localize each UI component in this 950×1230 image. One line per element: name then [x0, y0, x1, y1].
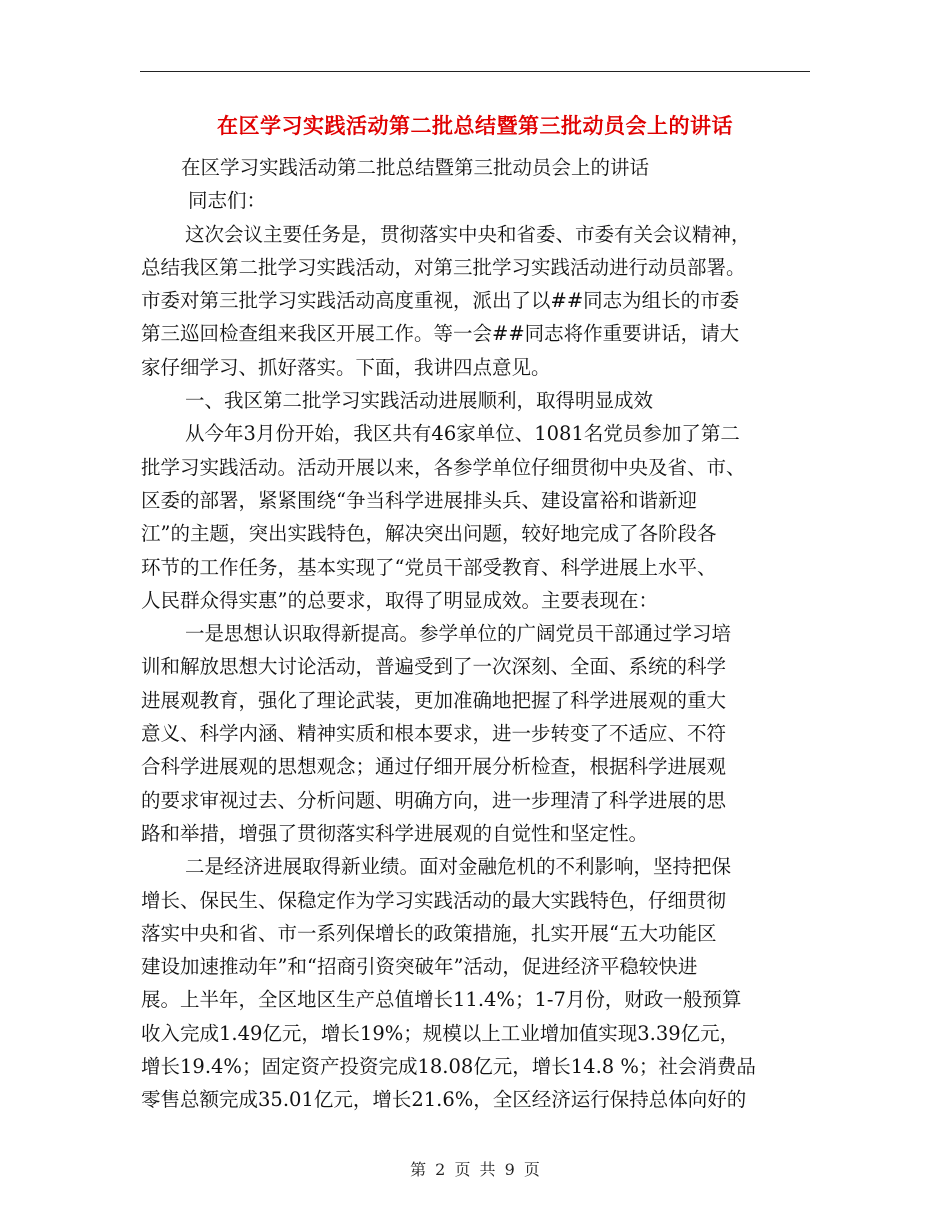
text-line: 家仔细学习、抓好落实。下面，我讲四点意见。	[141, 355, 551, 379]
header-rule	[140, 71, 810, 72]
text-line: 人民群众得实惠”的总要求，取得了明显成效。主要表现在：	[141, 588, 658, 612]
text-line: 合科学进展观的思想观念；通过仔细开展分析检查，根据科学进展观	[141, 755, 727, 779]
text-line: 同志们：	[188, 189, 267, 213]
text-line: 一、我区第二批学习实践活动进展顺利，取得明显成效	[185, 389, 654, 413]
text-line: 进展观教育，强化了理论武装，更加准确地把握了科学进展观的重大	[141, 688, 727, 712]
text-line: 增长、保民生、保稳定作为学习实践活动的最大实践特色，仔细贯彻	[141, 888, 727, 912]
page-number: 第 2 页 共 9 页	[410, 1160, 540, 1179]
text-line: 区委的部署，紧紧围绕“争当科学进展排头兵、建设富裕和谐新迎	[141, 488, 697, 512]
text-line: 江”的主题，突出实践特色，解决突出问题，较好地完成了各阶段各	[141, 522, 717, 546]
text-line: 第三巡回检查组来我区开展工作。等一会##同志将作重要讲话，请大	[141, 322, 740, 346]
text-line: 二是经济进展取得新业绩。面对金融危机的不利影响，坚持把保	[185, 855, 732, 879]
text-line: 收入完成1.49亿元，增长19%；规模以上工业增加值实现3.39亿元，	[141, 1021, 740, 1045]
text-line: 这次会议主要任务是，贯彻落实中央和省委、市委有关会议精神，	[185, 222, 751, 246]
text-line: 增长19.4%；固定资产投资完成18.08亿元，增长14.8 %；社会消费品	[141, 1055, 756, 1079]
text-line: 的要求审视过去、分析问题、明确方向，进一步理清了科学进展的思	[141, 788, 727, 812]
text-line: 批学习实践活动。活动开展以来，各参学单位仔细贯彻中央及省、市、	[141, 455, 746, 479]
text-line: 训和解放思想大讨论活动，普遍受到了一次深刻、全面、系统的科学	[141, 655, 727, 679]
text-line: 环节的工作任务，基本实现了“党员干部受教育、科学进展上水平、	[141, 555, 717, 579]
document-body	[141, 151, 813, 1117]
text-line: 从今年3月份开始，我区共有46家单位、1081名党员参加了第二	[185, 422, 740, 446]
text-line: 意义、科学内涵、精神实质和根本要求，进一步转变了不适应、不符	[141, 722, 727, 746]
text-line: 市委对第三批学习实践活动高度重视，派出了以##同志为组长的市委	[141, 289, 740, 313]
text-line: 展。上半年，全区地区生产总值增长11.4%；1-7月份，财政一般预算	[141, 988, 742, 1012]
text-line: 落实中央和省、市一系列保增长的政策措施，扎实开展“五大功能区	[141, 921, 717, 945]
text-line: 一是思想认识取得新提高。参学单位的广阔党员干部通过学习培	[185, 622, 732, 646]
text-line: 总结我区第二批学习实践活动，对第三批学习实践活动进行动员部署。	[141, 255, 746, 279]
text-line: 在区学习实践活动第二批总结暨第三批动员会上的讲话	[181, 156, 650, 179]
text-line: 路和举措，增强了贯彻落实科学进展观的自觉性和坚定性。	[141, 821, 649, 845]
document-title: 在区学习实践活动第二批总结暨第三批动员会上的讲话	[217, 114, 733, 138]
text-line: 建设加速推动年”和“招商引资突破年”活动，促进经济平稳较快进	[141, 955, 698, 979]
text-line: 零售总额完成35.01亿元，增长21.6%，全区经济运行保持总体向好的	[141, 1088, 747, 1112]
